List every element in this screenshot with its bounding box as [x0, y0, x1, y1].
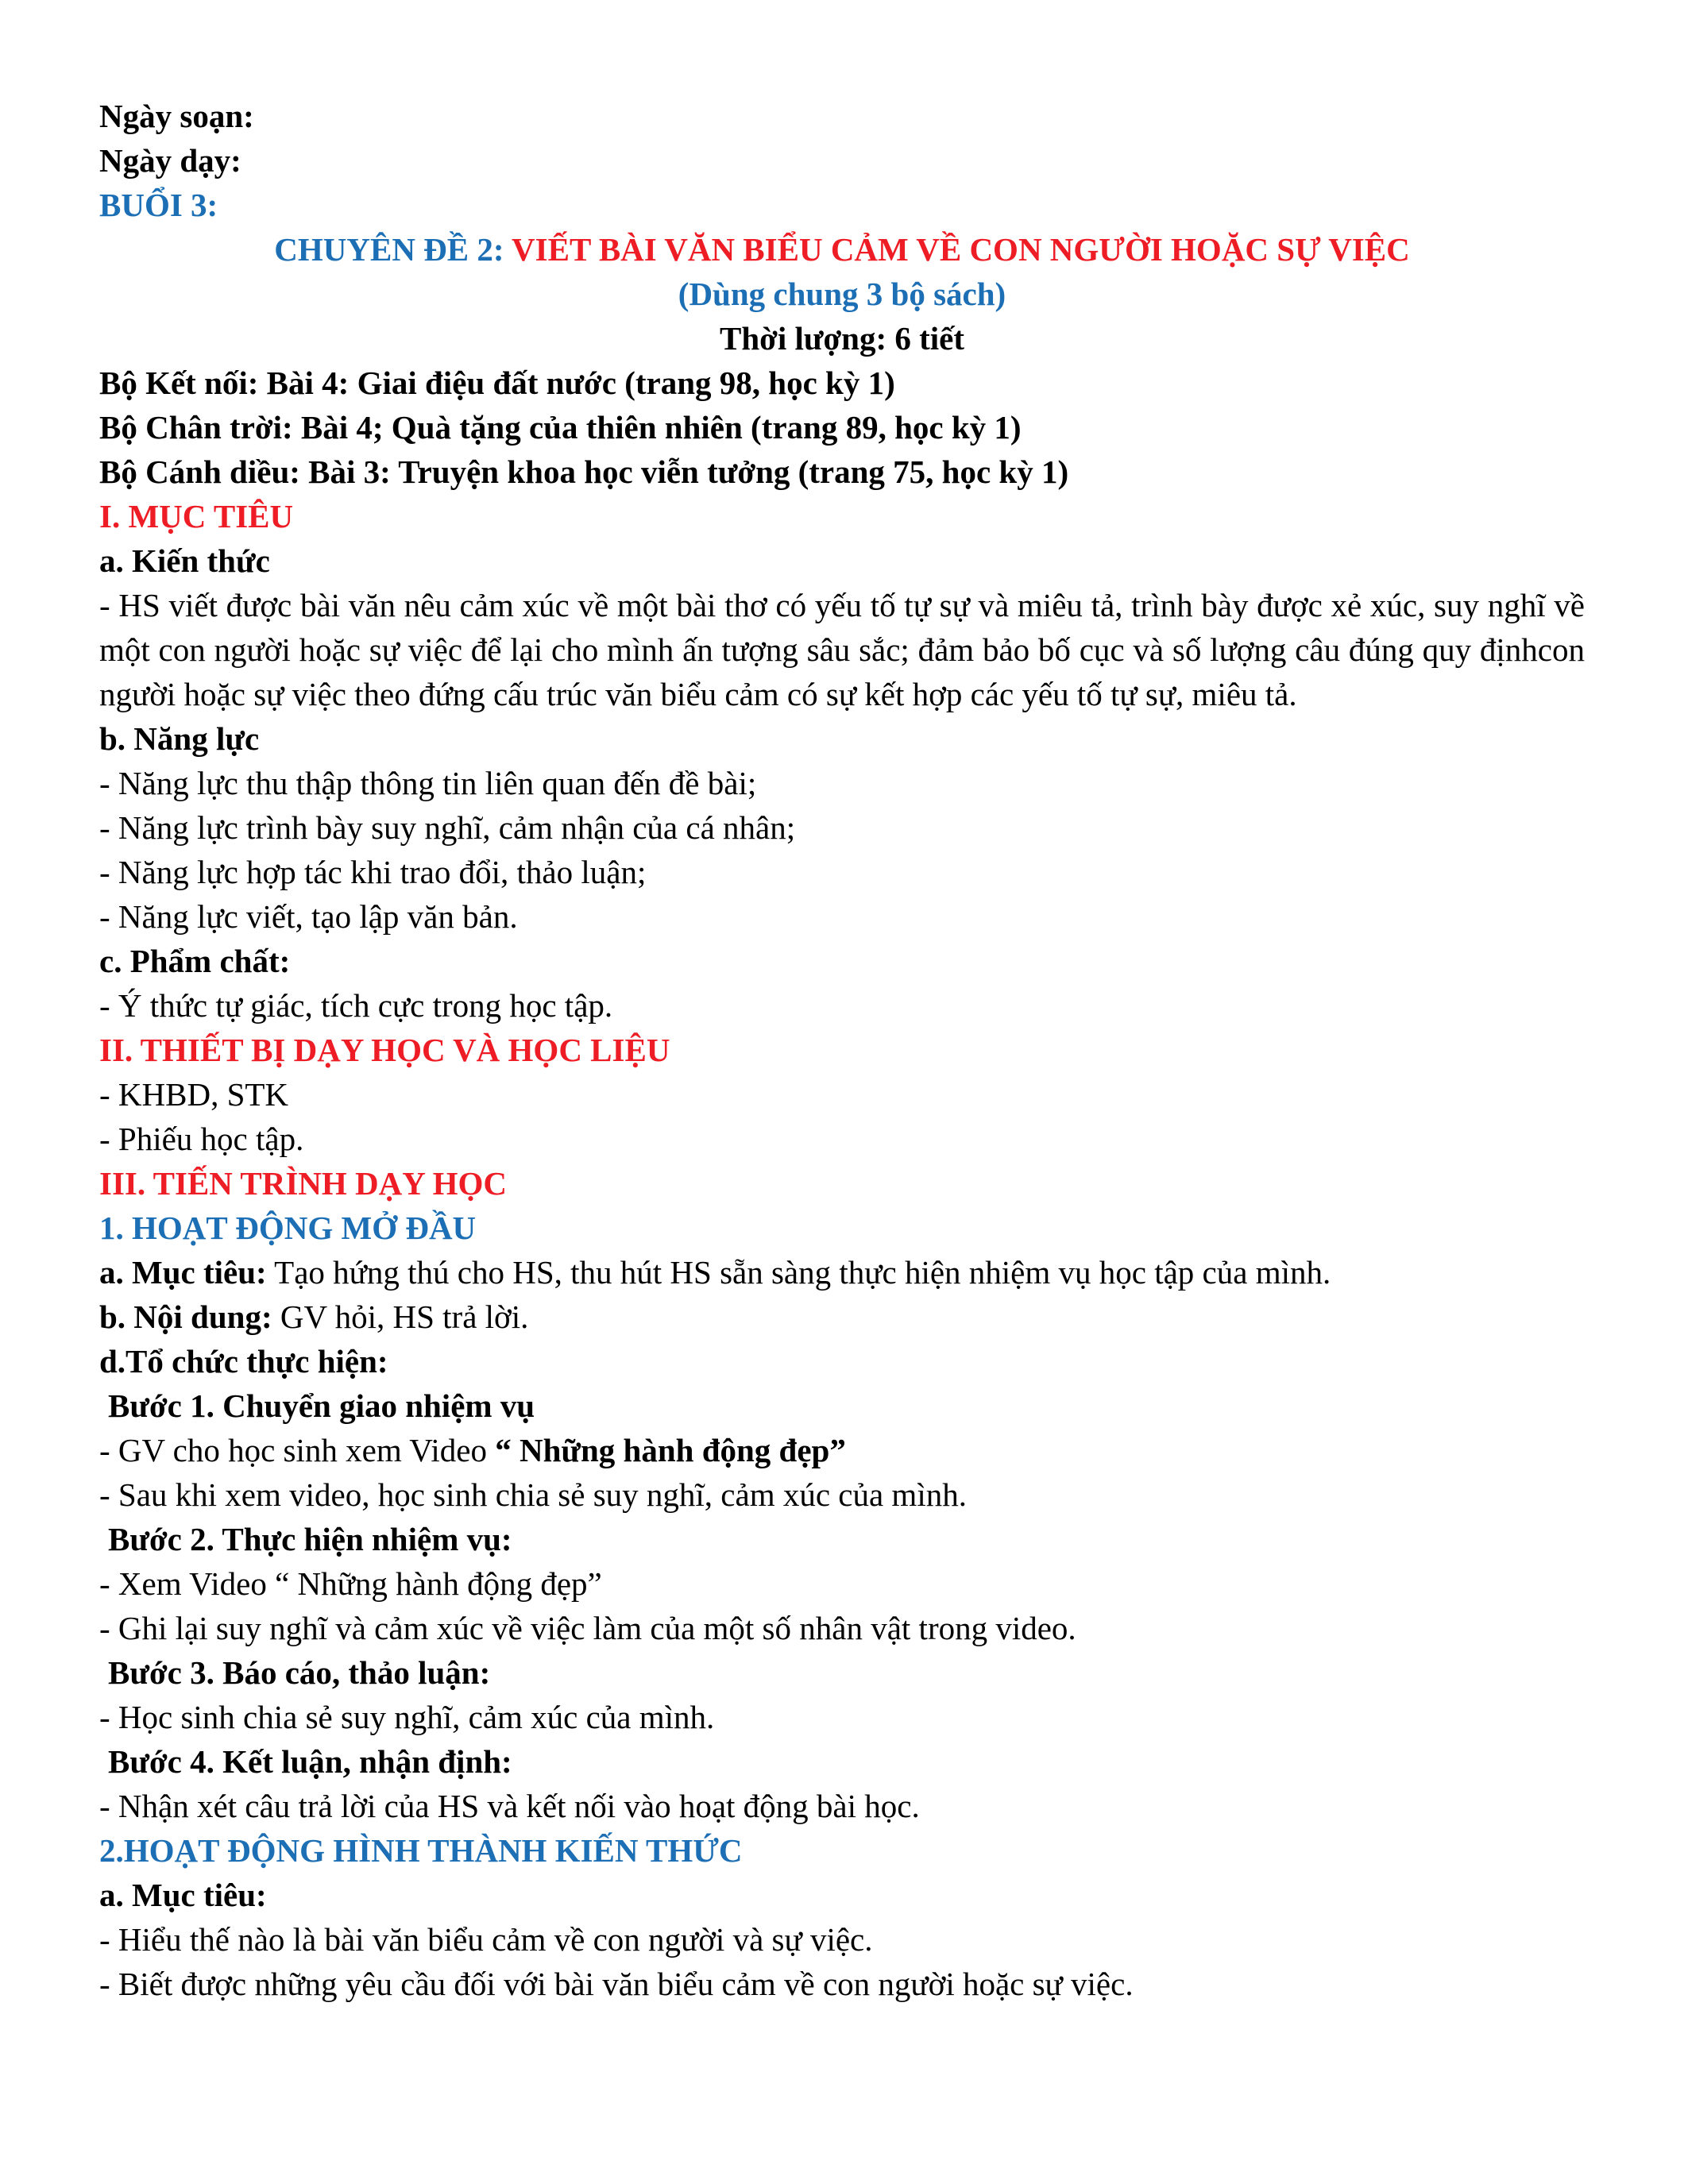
section-muc-tieu: I. MỤC TIÊU	[99, 498, 294, 534]
ngay-day: Ngày dạy:	[99, 142, 241, 179]
pham-chat-title: c. Phẩm chất:	[99, 943, 291, 979]
act1-muc-tieu	[99, 1250, 1585, 1295]
kien-thuc-text: - HS viết được bài văn nêu cảm xúc về một bài thơ có yếu tố tự sự và miêu tả, trình bày được xẻ xúc, suy nghĩ về một con người hoặc sự việc để lại cho mình ấn tượng sâu sắc; đảm bảo bố cục và số lượng câu đúng quy địnhcon người hoặc sự việc theo đứng cấu trúc văn biểu cảm có sự kết hợp các yếu tố tự sự, miêu tả.	[99, 587, 1585, 712]
step3-title: Bước 3. Báo cáo, thảo luận:	[108, 1654, 491, 1691]
act1-noi-dung	[99, 1295, 1585, 1339]
list-item: - Năng lực thu thập thông tin liên quan đến đề bài;	[99, 765, 757, 801]
activity-2-heading: 2.HOẠT ĐỘNG HÌNH THÀNH KIẾN THỨC	[99, 1832, 743, 1869]
act1-noi-dung-text: GV hỏi, HS trả lời.	[272, 1298, 529, 1335]
step1-line1-text: - GV cho học sinh xem Video	[99, 1432, 496, 1468]
book-canh-dieu: Bộ Cánh diều: Bài 3: Truyện khoa học viễn tưởng (trang 75, học kỳ 1)	[99, 453, 1069, 490]
topic-subtitle: (Dùng chung 3 bộ sách)	[678, 276, 1006, 312]
buoi-label: BUỔI 3:	[99, 187, 218, 223]
list-item: - Năng lực trình bày suy nghĩ, cảm nhận của cá nhân;	[99, 809, 796, 846]
step1-video-title: “ Những hành động đẹp”	[495, 1432, 846, 1468]
step1-title: Bước 1. Chuyển giao nhiệm vụ	[108, 1387, 535, 1424]
list-item: - Hiểu thế nào là bài văn biểu cảm về con người và sự việc.	[99, 1921, 873, 1958]
section-tien-trinh: III. TIẾN TRÌNH DẠY HỌC	[99, 1165, 508, 1202]
list-item: - Phiếu học tập.	[99, 1121, 304, 1157]
list-item: - Nhận xét câu trả lời của HS và kết nối vào hoạt động bài học.	[99, 1788, 920, 1824]
topic-title	[99, 227, 1585, 272]
act2-muc-tieu-title: a. Mục tiêu:	[99, 1877, 267, 1913]
act1-noi-dung-label: b. Nội dung:	[99, 1298, 272, 1335]
kien-thuc-title: a. Kiến thức	[99, 542, 270, 579]
activity-1-heading: 1. HOẠT ĐỘNG MỞ ĐẦU	[99, 1210, 477, 1246]
section-thiet-bi: II. THIẾT BỊ DẠY HỌC VÀ HỌC LIỆU	[99, 1032, 670, 1068]
topic-prefix: CHUYÊN ĐỀ 2:	[274, 231, 512, 268]
act1-muc-tieu-text: Tạo hứng thú cho HS, thu hút HS sẵn sàng thực hiện nhiệm vụ học tập của mình.	[266, 1254, 1331, 1291]
act1-to-chuc: d.Tổ chức thực hiện:	[99, 1343, 388, 1379]
list-item: - Xem Video “ Những hành động đẹp”	[99, 1565, 602, 1602]
step1-line2: - Sau khi xem video, học sinh chia sẻ suy nghĩ, cảm xúc của mình.	[99, 1476, 967, 1513]
ngay-soan: Ngày soạn:	[99, 98, 254, 134]
step2-title: Bước 2. Thực hiện nhiệm vụ:	[108, 1521, 512, 1557]
list-item: - Học sinh chia sẻ suy nghĩ, cảm xúc của mình.	[99, 1699, 715, 1735]
document-page	[99, 94, 1585, 2006]
duration: Thời lượng: 6 tiết	[719, 320, 965, 357]
topic-main: VIẾT BÀI VĂN BIỂU CẢM VỀ CON NGƯỜI HOẶC SỰ VIỆC	[512, 231, 1410, 268]
book-ket-noi: Bộ Kết nối: Bài 4: Giai điệu đất nước (trang 98, học kỳ 1)	[99, 365, 895, 401]
step1-line1	[99, 1428, 1585, 1472]
list-item: - Biết được những yêu cầu đối với bài văn biểu cảm về con người hoặc sự việc.	[99, 1966, 1134, 2002]
act1-muc-tieu-label: a. Mục tiêu:	[99, 1254, 267, 1291]
book-chan-troi: Bộ Chân trời: Bài 4; Quà tặng của thiên nhiên (trang 89, học kỳ 1)	[99, 409, 1022, 446]
list-item: - Năng lực hợp tác khi trao đổi, thảo luận;	[99, 854, 647, 890]
nang-luc-title: b. Năng lực	[99, 720, 260, 757]
list-item: - Năng lực viết, tạo lập văn bản.	[99, 898, 518, 935]
list-item: - Ý thức tự giác, tích cực trong học tập.	[99, 987, 613, 1024]
list-item: - KHBD, STK	[99, 1076, 289, 1113]
list-item: - Ghi lại suy nghĩ và cảm xúc về việc làm của một số nhân vật trong video.	[99, 1610, 1076, 1646]
step4-title: Bước 4. Kết luận, nhận định:	[108, 1743, 512, 1780]
